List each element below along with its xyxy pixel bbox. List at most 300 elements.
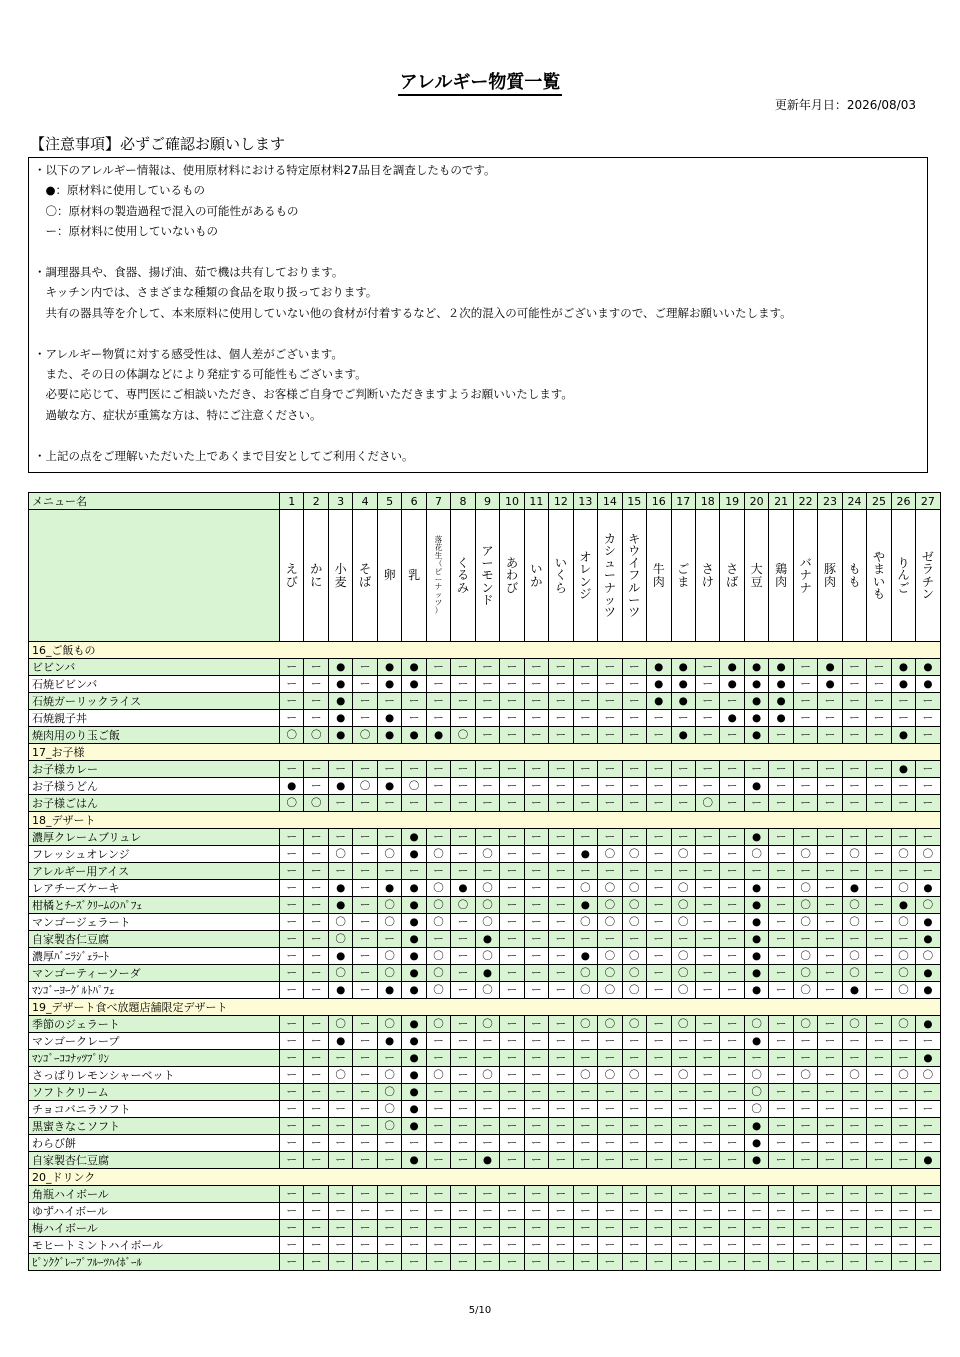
allergen-mark: 〇 bbox=[671, 948, 695, 965]
allergen-mark: ー bbox=[377, 693, 401, 710]
allergen-mark: ● bbox=[744, 880, 768, 897]
allergen-mark: ー bbox=[818, 1050, 842, 1067]
allergen-mark: ー bbox=[916, 710, 940, 727]
category-row bbox=[29, 642, 941, 659]
allergen-mark: ー bbox=[328, 1101, 352, 1118]
allergen-mark: ー bbox=[304, 1220, 328, 1237]
notice-line: 〇：原材料の製造過程で混入の可能性があるもの bbox=[34, 203, 299, 218]
allergen-number: 23 bbox=[818, 493, 842, 510]
allergen-name bbox=[647, 510, 671, 642]
allergen-mark: 〇 bbox=[475, 1016, 499, 1033]
allergen-mark: ー bbox=[891, 710, 915, 727]
allergen-mark: 〇 bbox=[426, 880, 450, 897]
allergen-mark: ー bbox=[647, 863, 671, 880]
allergen-mark: ー bbox=[280, 897, 304, 914]
allergen-mark: ー bbox=[280, 761, 304, 778]
allergen-mark: ー bbox=[695, 897, 719, 914]
allergen-mark: 〇 bbox=[598, 880, 622, 897]
allergen-mark: ー bbox=[280, 1220, 304, 1237]
allergen-mark: ー bbox=[695, 659, 719, 676]
allergen-mark: ー bbox=[475, 693, 499, 710]
updated-date: 更新年月日：2026/08/03 bbox=[774, 98, 916, 112]
allergen-number: 19 bbox=[720, 493, 744, 510]
allergen-number: 24 bbox=[842, 493, 866, 510]
allergen-mark: ー bbox=[304, 863, 328, 880]
allergen-mark: ● bbox=[647, 676, 671, 693]
allergen-mark: ● bbox=[744, 1152, 768, 1169]
allergen-mark: ー bbox=[916, 1186, 940, 1203]
allergen-mark: ● bbox=[720, 676, 744, 693]
allergen-mark: ー bbox=[793, 1203, 817, 1220]
allergen-label: や ま い も bbox=[872, 550, 885, 601]
allergen-mark: ー bbox=[353, 693, 377, 710]
allergen-mark: ー bbox=[695, 846, 719, 863]
allergen-mark: 〇 bbox=[573, 880, 597, 897]
menu-row bbox=[29, 727, 941, 744]
allergen-mark: ー bbox=[402, 693, 426, 710]
allergen-mark: ー bbox=[500, 727, 524, 744]
allergen-mark: ー bbox=[867, 778, 891, 795]
allergen-mark: ー bbox=[500, 1101, 524, 1118]
allergen-mark: ー bbox=[867, 1237, 891, 1254]
allergen-name bbox=[891, 510, 915, 642]
page-number: 5/10 bbox=[468, 1305, 492, 1316]
allergen-mark: ー bbox=[475, 795, 499, 812]
menu-row bbox=[29, 1152, 941, 1169]
allergen-mark: ー bbox=[500, 1237, 524, 1254]
allergen-mark: ー bbox=[842, 1254, 866, 1271]
allergen-mark: ー bbox=[549, 1016, 573, 1033]
allergen-mark: 〇 bbox=[793, 846, 817, 863]
allergen-name bbox=[328, 510, 352, 642]
menu-item-name: ゆずハイボール bbox=[29, 1203, 280, 1220]
allergen-mark: ー bbox=[769, 1016, 793, 1033]
allergen-mark: ー bbox=[720, 846, 744, 863]
allergen-mark: ● bbox=[328, 880, 352, 897]
allergen-mark: 〇 bbox=[891, 846, 915, 863]
allergen-mark: ー bbox=[720, 1135, 744, 1152]
allergen-mark: ー bbox=[524, 676, 548, 693]
allergen-mark: ー bbox=[769, 1220, 793, 1237]
notice-line: ・以下のアレルギー情報は、使用原材料における特定原材料27品目を調査したものです。 bbox=[34, 163, 496, 177]
allergen-mark: ー bbox=[622, 1186, 646, 1203]
allergen-mark: 〇 bbox=[891, 1067, 915, 1084]
allergen-mark: ● bbox=[671, 659, 695, 676]
allergen-number: 16 bbox=[647, 493, 671, 510]
allergen-mark: ー bbox=[451, 1203, 475, 1220]
allergen-mark: ー bbox=[916, 795, 940, 812]
allergen-mark: 〇 bbox=[426, 897, 450, 914]
allergen-label: さ ば bbox=[726, 562, 739, 589]
allergen-mark: ー bbox=[671, 1254, 695, 1271]
menu-item-name: ﾏﾝｺﾞｰﾖｰｸﾞﾙﾄﾊﾟﾌｪ bbox=[29, 982, 280, 999]
allergen-mark: ー bbox=[475, 1220, 499, 1237]
allergen-mark: 〇 bbox=[842, 846, 866, 863]
allergen-mark: ー bbox=[353, 931, 377, 948]
allergen-mark: ー bbox=[647, 710, 671, 727]
allergen-label: さ け bbox=[701, 562, 714, 589]
allergen-name bbox=[280, 510, 304, 642]
menu-item-name: 濃厚ﾊﾞﾆﾗｼﾞｪﾗｰﾄ bbox=[29, 948, 280, 965]
allergen-mark: ー bbox=[475, 1254, 499, 1271]
allergen-mark: ー bbox=[720, 1254, 744, 1271]
allergen-number: 13 bbox=[573, 493, 597, 510]
allergen-mark: 〇 bbox=[793, 1016, 817, 1033]
allergen-mark: ー bbox=[353, 1050, 377, 1067]
allergen-mark: 〇 bbox=[377, 1016, 401, 1033]
notice-line: ー：原材料に使用していないもの bbox=[34, 224, 218, 239]
allergen-mark: ー bbox=[451, 1186, 475, 1203]
allergen-mark: ー bbox=[475, 1237, 499, 1254]
allergen-mark: ー bbox=[500, 795, 524, 812]
allergen-mark: ー bbox=[524, 710, 548, 727]
allergen-mark: 〇 bbox=[622, 880, 646, 897]
allergen-mark: ● bbox=[402, 1033, 426, 1050]
allergen-mark: ー bbox=[328, 1050, 352, 1067]
allergen-mark: ー bbox=[598, 659, 622, 676]
allergen-mark: 〇 bbox=[426, 846, 450, 863]
allergen-mark: ー bbox=[475, 863, 499, 880]
allergen-mark: ● bbox=[720, 659, 744, 676]
allergen-mark: ー bbox=[793, 1237, 817, 1254]
allergen-mark: ー bbox=[793, 829, 817, 846]
allergen-mark: ー bbox=[867, 914, 891, 931]
allergen-mark: ー bbox=[695, 1067, 719, 1084]
allergen-mark: 〇 bbox=[891, 880, 915, 897]
allergen-mark: ● bbox=[475, 965, 499, 982]
menu-item-name: 濃厚クレームブリュレ bbox=[29, 829, 280, 846]
allergen-mark: 〇 bbox=[573, 965, 597, 982]
allergen-mark: 〇 bbox=[304, 795, 328, 812]
allergen-mark: ー bbox=[304, 1016, 328, 1033]
allergen-mark: ー bbox=[818, 829, 842, 846]
allergen-mark: 〇 bbox=[475, 846, 499, 863]
allergen-mark: ー bbox=[451, 1237, 475, 1254]
allergen-mark: 〇 bbox=[475, 1067, 499, 1084]
allergen-mark: ー bbox=[916, 727, 940, 744]
allergen-mark: ー bbox=[647, 778, 671, 795]
allergen-mark: ー bbox=[867, 880, 891, 897]
allergen-mark: ー bbox=[671, 795, 695, 812]
allergen-mark: ー bbox=[500, 1050, 524, 1067]
allergen-mark: ー bbox=[867, 1101, 891, 1118]
allergen-mark: 〇 bbox=[916, 846, 940, 863]
allergen-mark: ー bbox=[475, 778, 499, 795]
allergen-mark: ー bbox=[573, 1152, 597, 1169]
allergen-mark: 〇 bbox=[475, 982, 499, 999]
allergen-mark: ー bbox=[720, 931, 744, 948]
allergen-mark: ー bbox=[402, 795, 426, 812]
allergen-mark: ー bbox=[353, 1254, 377, 1271]
allergen-mark: ー bbox=[647, 914, 671, 931]
allergen-mark: ー bbox=[744, 1050, 768, 1067]
allergen-label: か に bbox=[310, 562, 323, 589]
allergen-mark: 〇 bbox=[671, 1067, 695, 1084]
allergen-mark: ー bbox=[867, 863, 891, 880]
allergen-mark: ー bbox=[867, 710, 891, 727]
allergen-mark: ー bbox=[720, 795, 744, 812]
allergen-mark: ー bbox=[353, 1016, 377, 1033]
allergen-mark: ー bbox=[280, 1033, 304, 1050]
allergen-name bbox=[402, 510, 426, 642]
allergen-mark: ー bbox=[842, 693, 866, 710]
allergen-mark: ● bbox=[769, 710, 793, 727]
allergen-mark: ー bbox=[475, 1050, 499, 1067]
menu-row bbox=[29, 846, 941, 863]
allergen-mark: 〇 bbox=[744, 846, 768, 863]
allergen-mark: ー bbox=[842, 1135, 866, 1152]
allergen-mark: ● bbox=[377, 727, 401, 744]
allergen-mark: ー bbox=[549, 948, 573, 965]
allergen-mark: ー bbox=[451, 1118, 475, 1135]
allergen-mark: ー bbox=[353, 965, 377, 982]
allergen-mark: ー bbox=[793, 778, 817, 795]
allergen-mark: 〇 bbox=[377, 948, 401, 965]
notice-line: ・調理器具や、食器、揚げ油、茹で機は共有しております。 bbox=[34, 265, 344, 279]
allergen-mark: ー bbox=[818, 965, 842, 982]
allergen-mark: ● bbox=[744, 931, 768, 948]
allergen-mark: 〇 bbox=[377, 1101, 401, 1118]
allergen-mark: ー bbox=[573, 1050, 597, 1067]
allergen-mark: ー bbox=[744, 1203, 768, 1220]
allergen-mark: ー bbox=[916, 1118, 940, 1135]
allergen-mark: ● bbox=[328, 676, 352, 693]
allergen-mark: ー bbox=[622, 710, 646, 727]
menu-item-name: アレルギー用アイス bbox=[29, 863, 280, 880]
allergen-mark: ー bbox=[524, 1067, 548, 1084]
allergen-mark: ● bbox=[916, 982, 940, 999]
allergen-mark: ● bbox=[744, 829, 768, 846]
allergen-mark: ー bbox=[695, 778, 719, 795]
allergen-mark: ー bbox=[622, 693, 646, 710]
allergen-mark: ー bbox=[280, 846, 304, 863]
menu-row bbox=[29, 1084, 941, 1101]
menu-row bbox=[29, 948, 941, 965]
menu-item-name: 角瓶ハイボール bbox=[29, 1186, 280, 1203]
allergen-mark: ー bbox=[328, 1084, 352, 1101]
allergen-mark: ー bbox=[353, 1135, 377, 1152]
menu-item-name: レアチーズケーキ bbox=[29, 880, 280, 897]
allergen-mark: ー bbox=[524, 965, 548, 982]
allergen-mark: ー bbox=[744, 863, 768, 880]
menu-row bbox=[29, 1186, 941, 1203]
allergen-mark: ー bbox=[598, 1084, 622, 1101]
allergen-mark: ● bbox=[842, 982, 866, 999]
allergen-mark: ー bbox=[280, 1186, 304, 1203]
allergen-mark: ー bbox=[622, 1237, 646, 1254]
menu-item-name: ビビンバ bbox=[29, 659, 280, 676]
menu-row bbox=[29, 914, 941, 931]
allergen-mark: ー bbox=[818, 1237, 842, 1254]
allergen-mark: ー bbox=[524, 1237, 548, 1254]
allergen-mark: ー bbox=[524, 863, 548, 880]
menu-item-name: 石焼親子丼 bbox=[29, 710, 280, 727]
allergen-mark: 〇 bbox=[842, 897, 866, 914]
allergen-mark: ー bbox=[304, 676, 328, 693]
allergen-label: り ん ご bbox=[897, 556, 910, 595]
allergen-mark: ー bbox=[451, 1152, 475, 1169]
allergen-mark: ● bbox=[328, 982, 352, 999]
allergen-mark: ー bbox=[524, 948, 548, 965]
allergen-mark: ー bbox=[328, 863, 352, 880]
menu-item-name: 黒蜜きなこソフト bbox=[29, 1118, 280, 1135]
allergen-mark: ー bbox=[549, 1220, 573, 1237]
allergen-mark: 〇 bbox=[622, 914, 646, 931]
allergen-mark: ー bbox=[891, 1050, 915, 1067]
allergen-label: ア ー モ ン ド bbox=[481, 543, 494, 607]
allergen-mark: ー bbox=[842, 710, 866, 727]
allergen-mark: ● bbox=[891, 761, 915, 778]
allergen-mark: ー bbox=[598, 1186, 622, 1203]
allergen-mark: ー bbox=[426, 1118, 450, 1135]
allergen-mark: ー bbox=[842, 1118, 866, 1135]
allergen-mark: ー bbox=[524, 914, 548, 931]
allergen-label: く る み bbox=[457, 556, 470, 595]
allergen-mark: ー bbox=[695, 1033, 719, 1050]
allergen-mark: ● bbox=[377, 1033, 401, 1050]
menu-item-name: 自家製杏仁豆腐 bbox=[29, 1152, 280, 1169]
menu-row bbox=[29, 676, 941, 693]
menu-row bbox=[29, 1220, 941, 1237]
allergen-label: 大 豆 bbox=[750, 562, 763, 589]
allergen-mark: ー bbox=[916, 1033, 940, 1050]
allergen-mark: ー bbox=[818, 778, 842, 795]
allergen-mark: 〇 bbox=[744, 1016, 768, 1033]
allergen-mark: ー bbox=[549, 931, 573, 948]
allergen-mark: ー bbox=[916, 1101, 940, 1118]
allergen-mark: 〇 bbox=[793, 897, 817, 914]
allergen-mark: ー bbox=[695, 761, 719, 778]
allergen-name bbox=[818, 510, 842, 642]
allergen-mark: ● bbox=[280, 778, 304, 795]
allergen-mark: ー bbox=[426, 693, 450, 710]
allergen-mark: 〇 bbox=[475, 914, 499, 931]
allergen-mark: ー bbox=[891, 1118, 915, 1135]
allergen-mark: ー bbox=[622, 1084, 646, 1101]
menu-item-name: チョコバニラソフト bbox=[29, 1101, 280, 1118]
allergen-mark: ー bbox=[769, 1186, 793, 1203]
allergen-mark: ー bbox=[377, 1203, 401, 1220]
allergen-mark: ● bbox=[377, 982, 401, 999]
allergen-mark: ー bbox=[451, 1033, 475, 1050]
allergen-mark: ー bbox=[891, 1084, 915, 1101]
allergen-mark: ー bbox=[769, 1152, 793, 1169]
allergen-mark: ー bbox=[402, 1220, 426, 1237]
allergen-mark: ー bbox=[451, 761, 475, 778]
allergen-mark: 〇 bbox=[328, 1067, 352, 1084]
allergen-mark: ー bbox=[720, 1084, 744, 1101]
menu-item-name: お子様ごはん bbox=[29, 795, 280, 812]
allergen-mark: 〇 bbox=[916, 897, 940, 914]
allergen-mark: ● bbox=[377, 659, 401, 676]
menu-item-name: さっぱりレモンシャーベット bbox=[29, 1067, 280, 1084]
allergen-mark: ー bbox=[524, 1203, 548, 1220]
allergen-mark: 〇 bbox=[426, 965, 450, 982]
allergen-number: 14 bbox=[598, 493, 622, 510]
allergen-mark: ー bbox=[842, 659, 866, 676]
allergen-mark: ー bbox=[426, 1254, 450, 1271]
allergen-mark: 〇 bbox=[426, 982, 450, 999]
allergen-mark: ー bbox=[328, 1186, 352, 1203]
allergen-mark: ー bbox=[916, 1135, 940, 1152]
allergen-mark: ー bbox=[426, 795, 450, 812]
allergen-mark: ー bbox=[500, 1152, 524, 1169]
allergen-mark: ー bbox=[891, 1237, 915, 1254]
allergen-mark: 〇 bbox=[377, 1084, 401, 1101]
allergen-mark: 〇 bbox=[744, 1101, 768, 1118]
allergen-number: 10 bbox=[500, 493, 524, 510]
allergen-mark: ー bbox=[524, 1254, 548, 1271]
allergen-mark: ー bbox=[304, 693, 328, 710]
allergen-mark: ー bbox=[402, 863, 426, 880]
allergen-mark: ー bbox=[451, 829, 475, 846]
allergen-mark: ー bbox=[280, 1152, 304, 1169]
allergen-mark: ー bbox=[524, 897, 548, 914]
allergen-mark: ー bbox=[647, 1237, 671, 1254]
allergen-mark: ー bbox=[328, 829, 352, 846]
allergen-mark: ー bbox=[695, 1237, 719, 1254]
allergen-mark: ー bbox=[647, 1220, 671, 1237]
allergen-mark: ー bbox=[867, 1152, 891, 1169]
allergen-mark: ー bbox=[377, 1186, 401, 1203]
allergen-mark: ー bbox=[793, 659, 817, 676]
allergen-mark: ー bbox=[842, 1084, 866, 1101]
allergen-mark: ー bbox=[426, 1220, 450, 1237]
allergen-mark: ー bbox=[500, 846, 524, 863]
allergen-mark: ● bbox=[671, 676, 695, 693]
allergen-mark: ー bbox=[647, 965, 671, 982]
allergen-label: 卵 bbox=[383, 568, 396, 583]
allergen-mark: ー bbox=[891, 1135, 915, 1152]
allergen-name bbox=[793, 510, 817, 642]
allergen-mark: ー bbox=[451, 948, 475, 965]
allergen-mark: ー bbox=[842, 1050, 866, 1067]
allergen-mark: ー bbox=[475, 1084, 499, 1101]
allergen-mark: ー bbox=[769, 1084, 793, 1101]
allergen-mark: 〇 bbox=[916, 1067, 940, 1084]
allergen-name bbox=[842, 510, 866, 642]
allergen-mark: ー bbox=[818, 1033, 842, 1050]
allergen-mark: ー bbox=[744, 1186, 768, 1203]
allergen-mark: ー bbox=[622, 676, 646, 693]
allergen-mark: ー bbox=[549, 676, 573, 693]
allergen-mark: ー bbox=[353, 1186, 377, 1203]
allergen-mark: 〇 bbox=[573, 1016, 597, 1033]
allergen-mark: ー bbox=[916, 863, 940, 880]
allergen-mark: 〇 bbox=[891, 982, 915, 999]
allergen-mark: 〇 bbox=[671, 1016, 695, 1033]
allergen-mark: ー bbox=[524, 1220, 548, 1237]
allergen-mark: ー bbox=[524, 1101, 548, 1118]
menu-row bbox=[29, 829, 941, 846]
allergen-mark: ー bbox=[353, 676, 377, 693]
allergen-mark: 〇 bbox=[744, 1067, 768, 1084]
allergen-mark: ー bbox=[353, 659, 377, 676]
menu-row bbox=[29, 880, 941, 897]
allergen-mark: ー bbox=[769, 1254, 793, 1271]
allergen-mark: ● bbox=[891, 676, 915, 693]
allergen-mark: ー bbox=[793, 710, 817, 727]
allergen-label: そ ば bbox=[359, 562, 372, 589]
menu-row bbox=[29, 761, 941, 778]
allergen-label: バ ナ ナ bbox=[799, 556, 812, 595]
allergen-mark: ー bbox=[769, 948, 793, 965]
allergen-mark: ー bbox=[818, 761, 842, 778]
allergen-mark: ー bbox=[451, 795, 475, 812]
allergen-mark: ー bbox=[695, 948, 719, 965]
allergen-mark: ー bbox=[451, 1135, 475, 1152]
allergen-mark: ー bbox=[671, 1135, 695, 1152]
